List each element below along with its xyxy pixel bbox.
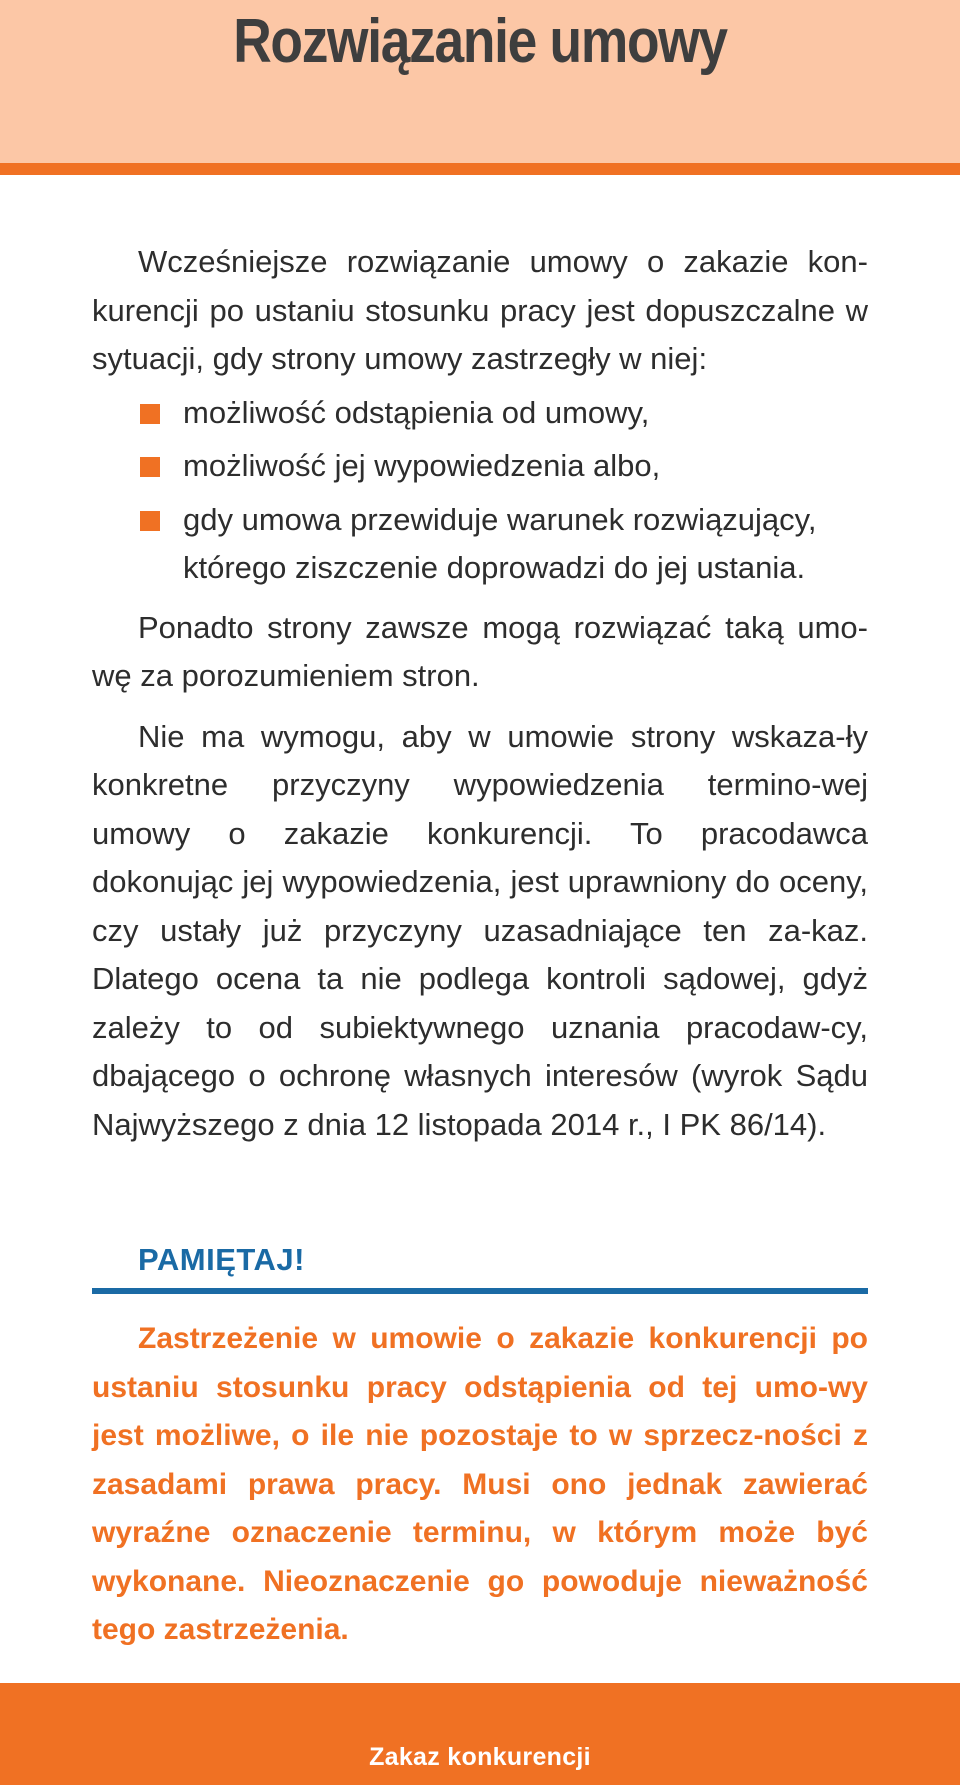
remember-divider (92, 1288, 868, 1294)
list-item (92, 496, 868, 593)
header-divider (0, 163, 960, 175)
list-item-text: gdy umowa przewiduje warunek rozwiązujący, którego ziszczenie doprowadzi do jej ustania. (183, 501, 817, 585)
list-item-text: możliwość odstąpienia od umowy, (183, 394, 650, 430)
intro-paragraph: Wcześniejsze rozwiązanie umowy o zakazie kon-kurencji po ustaniu stosunku pracy jest dopuszczalne w sytuacji, gdy strony umowy zastrzegły w niej: (92, 244, 868, 376)
list-item (92, 389, 868, 438)
remember-note: Zastrzeżenie w umowie o zakazie konkurencji po ustaniu stosunku pracy odstąpienia od tej umo-wy jest możliwe, o ile nie pozostaje to w sprzecz-ności z zasadami prawa pracy. Musi ono jednak zawierać wyraźne oznaczenie terminu, w którym może być wykonane. Nieoznaczenie go powoduje nieważność tego zastrzeżenia. (92, 1322, 868, 1646)
agreement-paragraph: Ponadto strony zawsze mogą rozwiązać taką umo-wę za porozumieniem stron. (92, 609, 868, 693)
footer-title: Zakaz konkurencji (369, 1743, 591, 1771)
list-item-text: możliwość jej wypowiedzenia albo, (183, 448, 661, 483)
square-bullet-icon (140, 511, 160, 531)
list-item (92, 442, 868, 491)
page-title: Rozwiązanie umowy (233, 7, 727, 76)
main-content (92, 238, 868, 1149)
termination-reasons-paragraph: Nie ma wymogu, aby w umowie strony wskaza-ły konkretne przyczyny wypowiedzenia termino-wej umowy o zakazie konkurencji. To pracodawca dokonując jej wypowiedzenia, jest uprawniony do oceny, czy ustały już przyczyny uzasadniające ten za-kaz. Dlatego ocena ta nie podlega kontroli sądowej, gdyż zależy to od subiektywnego uznania pracodaw-cy, dbającego o ochronę własnych interesów (wyrok Sądu Najwyższego z dnia 12 listopada 2014 r., I PK 86/14). (92, 718, 868, 1142)
square-bullet-icon (140, 457, 160, 477)
page-header (0, 0, 960, 163)
page-footer (0, 1683, 960, 1785)
conditions-list (92, 389, 868, 593)
remember-heading: PAMIĘTAJ! (138, 1242, 305, 1277)
square-bullet-icon (140, 404, 160, 424)
